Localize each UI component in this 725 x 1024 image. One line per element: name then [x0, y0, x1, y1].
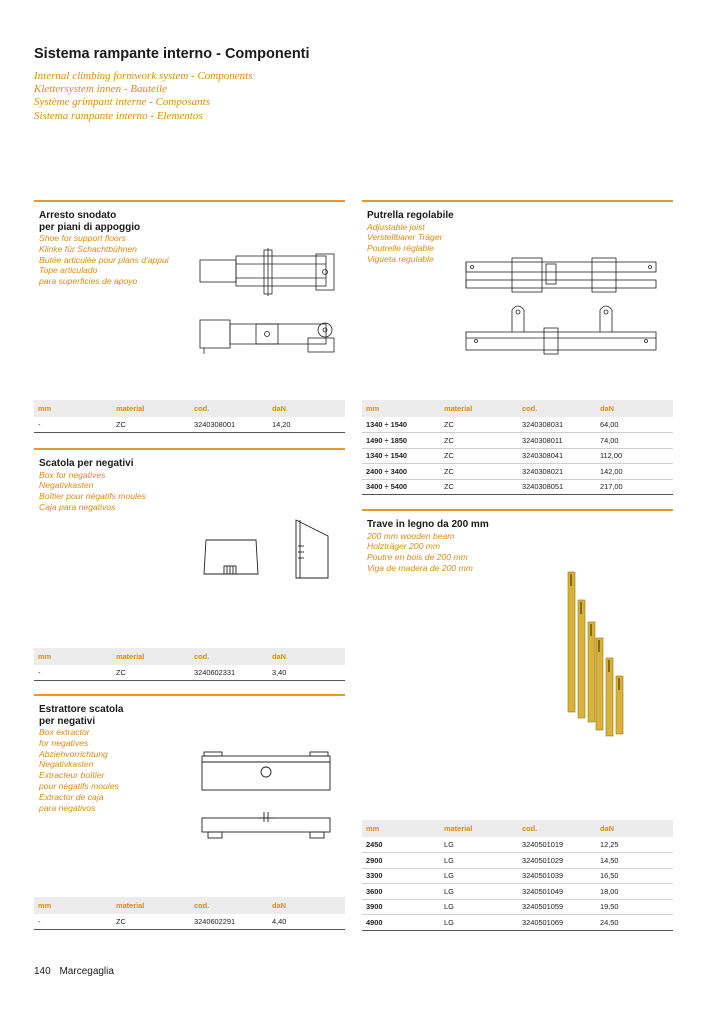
cell-dan: 18,00: [596, 884, 673, 900]
col-header-material: material: [112, 400, 190, 417]
cell-dan: 74,00: [596, 433, 673, 449]
translation: 200 mm wooden beam: [367, 530, 455, 541]
section-divider: [34, 448, 345, 450]
table-row: [362, 915, 673, 931]
cell-material: LG: [440, 915, 518, 931]
cell-mm: 2900: [362, 853, 440, 869]
table-row: [362, 853, 673, 869]
col-header-cod: cod.: [190, 400, 268, 417]
cell-material: LG: [440, 884, 518, 900]
cell-material: ZC: [112, 665, 190, 681]
subtitle-en: Internal climbing formwork system - Components: [34, 70, 253, 82]
cell-dan: 19,50: [596, 899, 673, 915]
cell-mm: 4900: [362, 915, 440, 931]
col-header-dan: daN: [268, 648, 345, 665]
spec-table-estrattore: [34, 897, 345, 930]
translation: Vigueta regulable: [367, 253, 434, 264]
col-header-cod: cod.: [518, 820, 596, 837]
spec-table-scatola: [34, 648, 345, 681]
cell-cod: 3240501019: [518, 837, 596, 853]
translation: Box for negatives: [39, 469, 106, 480]
translation: Box extractor: [39, 727, 90, 737]
table-row: [362, 479, 673, 495]
translation: Tope articulado: [39, 265, 98, 276]
table-header: [362, 820, 673, 837]
translation: for negatives: [39, 737, 89, 748]
col-header-mm: mm: [34, 897, 112, 914]
cell-material: ZC: [440, 479, 518, 495]
page-footer: [34, 966, 114, 977]
shoe-drawing: [196, 248, 341, 358]
cell-cod: 3240501069: [518, 915, 596, 931]
translation: Negativkasten: [39, 759, 94, 770]
cell-dan: 217,00: [596, 479, 673, 495]
cell-cod: 3240501029: [518, 853, 596, 869]
col-header-material: material: [112, 897, 190, 914]
translation: Poutre en bois de 200 mm: [367, 552, 468, 563]
table-row: [362, 884, 673, 900]
cell-mm: 3900: [362, 899, 440, 915]
spec-table-trave: [362, 820, 673, 931]
cell-cod: 3240602331: [190, 665, 268, 681]
cell-cod: 3240308051: [518, 479, 596, 495]
cell-mm: 1340 ÷ 1540: [362, 448, 440, 464]
translation: Klinke für Schachtbühnen: [39, 243, 137, 254]
translation: Viga de madera de 200 mm: [367, 562, 473, 573]
cell-dan: 24,50: [596, 915, 673, 931]
cell-material: ZC: [112, 417, 190, 433]
translation: Butée articulée pour plans d'appui: [39, 254, 169, 265]
table-header: [34, 897, 345, 914]
cell-mm: -: [34, 417, 112, 433]
translation: Shoe for support floors: [39, 233, 126, 243]
page-subtitles: [34, 70, 252, 123]
col-header-dan: daN: [268, 897, 345, 914]
cell-cod: 3240308031: [518, 417, 596, 433]
cell-dan: 16,50: [596, 868, 673, 884]
cell-material: ZC: [440, 417, 518, 433]
brand-name: Marcegaglia: [59, 966, 114, 977]
table-row: [362, 837, 673, 853]
subtitle-de: Klettersystem innen - Bauteile: [34, 83, 167, 96]
translation: para superficies de apoyo: [39, 276, 138, 287]
cell-cod: 3240602291: [190, 914, 268, 930]
table-row: [34, 665, 345, 681]
cell-cod: 3240308041: [518, 448, 596, 464]
section-title: Scatola per negativi: [39, 458, 134, 469]
col-header-material: material: [112, 648, 190, 665]
col-header-cod: cod.: [190, 648, 268, 665]
col-header-material: material: [440, 820, 518, 837]
table-row: [362, 899, 673, 915]
page-title: Sistema rampante interno - Componenti: [34, 46, 310, 62]
spec-table-arresto: [34, 400, 345, 433]
col-header-mm: mm: [34, 400, 112, 417]
table-row: [362, 433, 673, 449]
cell-mm: 1490 ÷ 1850: [362, 433, 440, 449]
col-header-mm: mm: [34, 648, 112, 665]
cell-material: LG: [440, 899, 518, 915]
translation: Verstellbarer Träger: [367, 232, 443, 243]
translation: para negativos: [39, 802, 96, 813]
section-title: Arresto snodato: [39, 210, 117, 221]
cell-cod: 3240501049: [518, 884, 596, 900]
translation: Poutrelle réglable: [367, 243, 434, 254]
section-divider: [362, 200, 673, 202]
table-row: [362, 448, 673, 464]
spec-table-putrella: [362, 400, 673, 495]
cell-dan: 14,50: [596, 853, 673, 869]
cell-dan: 64,00: [596, 417, 673, 433]
cell-mm: 3300: [362, 868, 440, 884]
cell-dan: 3,40: [268, 665, 345, 681]
translation: Caja para negativos: [39, 501, 116, 512]
translation: Adjustable joist: [367, 221, 425, 232]
translation: Abziehvorrichtung: [39, 748, 108, 759]
table-header: [34, 648, 345, 665]
wooden-beams-drawing: [560, 570, 630, 740]
cell-mm: 2400 ÷ 3400: [362, 464, 440, 480]
col-header-dan: daN: [596, 820, 673, 837]
section-estrattore: [39, 704, 123, 813]
section-putrella: [367, 210, 454, 265]
table-header: [362, 400, 673, 417]
cell-dan: 14,20: [268, 417, 345, 433]
cell-cod: 3240308011: [518, 433, 596, 449]
negative-box-drawing: [200, 516, 340, 586]
cell-material: ZC: [440, 433, 518, 449]
table-row: [362, 464, 673, 480]
cell-dan: 4,40: [268, 914, 345, 930]
col-header-material: material: [440, 400, 518, 417]
cell-dan: 112,00: [596, 448, 673, 464]
cell-mm: 1340 ÷ 1540: [362, 417, 440, 433]
cell-cod: 3240501059: [518, 899, 596, 915]
section-divider: [34, 694, 345, 696]
adjustable-joist-drawing: [462, 250, 662, 360]
translation: Holzträger 200 mm: [367, 541, 441, 552]
cell-cod: 3240308021: [518, 464, 596, 480]
col-header-cod: cod.: [518, 400, 596, 417]
cell-material: LG: [440, 853, 518, 869]
section-divider: [34, 200, 345, 202]
table-row: [362, 417, 673, 433]
translation: Negativkasten: [39, 480, 94, 491]
section-scatola: [39, 458, 146, 513]
cell-cod: 3240501039: [518, 868, 596, 884]
cell-dan: 142,00: [596, 464, 673, 480]
cell-mm: -: [34, 914, 112, 930]
translation: Extracteur boîtier: [39, 770, 105, 781]
col-header-mm: mm: [362, 400, 440, 417]
table-row: [34, 914, 345, 930]
cell-dan: 12,25: [596, 837, 673, 853]
col-header-dan: daN: [268, 400, 345, 417]
section-arresto: [39, 210, 169, 287]
col-header-mm: mm: [362, 820, 440, 837]
cell-mm: 3600: [362, 884, 440, 900]
section-divider: [362, 509, 673, 511]
translation: pour négatifs moules: [39, 780, 119, 791]
cell-material: LG: [440, 837, 518, 853]
cell-mm: 3400 ÷ 5400: [362, 479, 440, 495]
translation: Boîtier pour négatifs moules: [39, 491, 147, 502]
section-title: per negativi: [39, 715, 96, 727]
translation: Extractor de caja: [39, 791, 104, 802]
cell-material: ZC: [440, 448, 518, 464]
col-header-dan: daN: [596, 400, 673, 417]
table-header: [34, 400, 345, 417]
subtitle-es: Sistema rampante interno - Elementos: [34, 109, 203, 122]
table-row: [34, 417, 345, 433]
section-trave: [367, 519, 489, 574]
table-row: [362, 868, 673, 884]
cell-material: ZC: [112, 914, 190, 930]
section-title: per piani di appoggio: [39, 221, 141, 233]
cell-mm: -: [34, 665, 112, 681]
box-extractor-drawing: [198, 750, 338, 845]
cell-material: LG: [440, 868, 518, 884]
cell-material: ZC: [440, 464, 518, 480]
section-title: Estrattore scatola: [39, 704, 124, 715]
col-header-cod: cod.: [190, 897, 268, 914]
cell-mm: 2450: [362, 837, 440, 853]
page-number: 140: [34, 966, 51, 977]
cell-cod: 3240308001: [190, 417, 268, 433]
subtitle-fr: Système grimpant interne - Composants: [34, 96, 210, 109]
section-title: Trave in legno da 200 mm: [367, 519, 489, 530]
section-title: Putrella regolabile: [367, 210, 454, 221]
